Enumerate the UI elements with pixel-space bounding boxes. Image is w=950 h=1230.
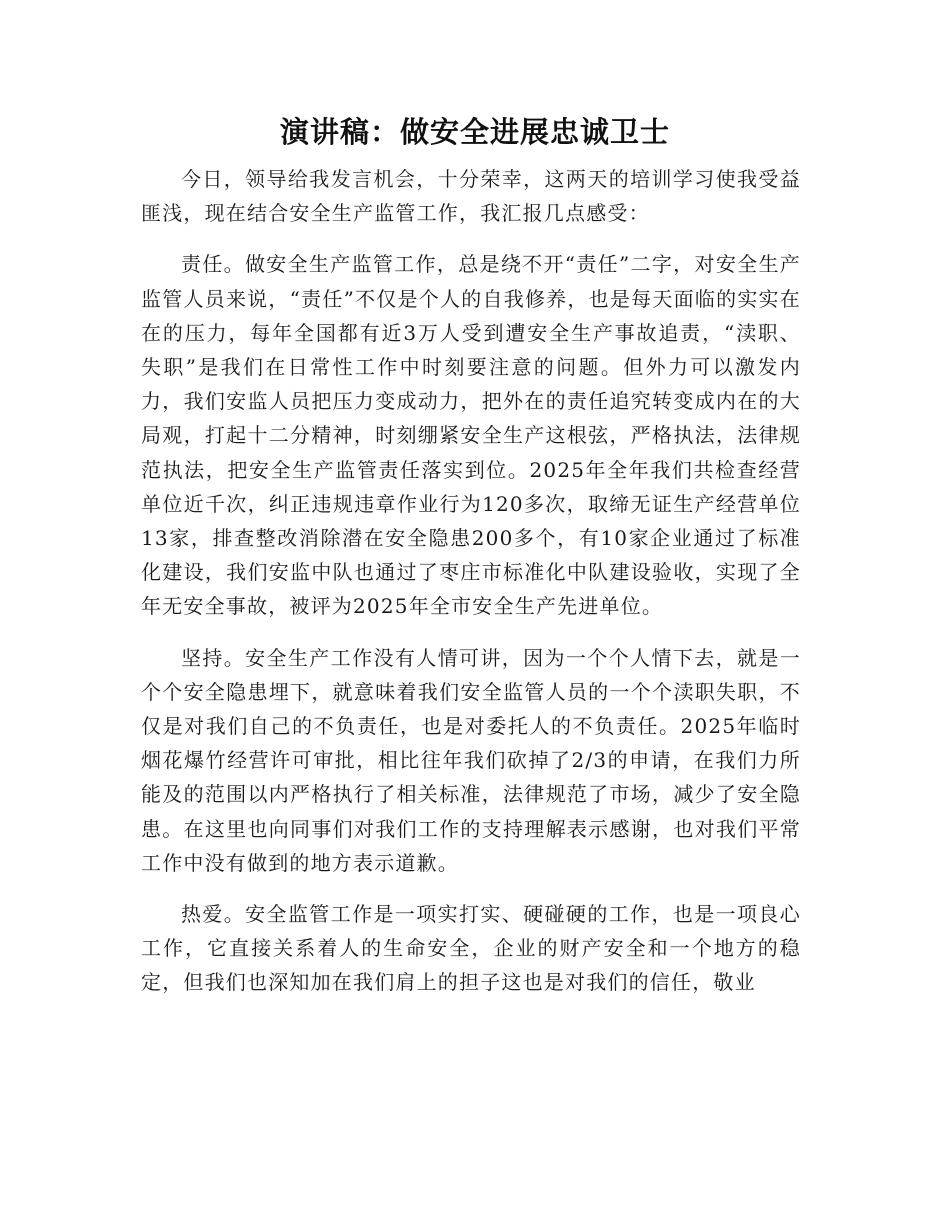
paragraph-persistence: 坚持。安全生产工作没有人情可讲，因为一个个人情下去，就是一个个安全隐患埋下，就意味着我们安全监管人员的一个个渎职失职，不仅是对我们自己的不负责任，也是对委托人的不负责任。2025年临时烟花爆竹经营许可审批，相比往年我们砍掉了2/3的申请，在我们力所能及的范围以内严格执行了相关标准，法律规范了市场，减少了安全隐患。在这里也向同事们对我们工作的支持理解表示感谢，也对我们平常工作中没有做到的地方表示道歉。 (141, 645, 801, 875)
paragraph-passion: 热爱。安全监管工作是一项实打实、硬碰硬的工作，也是一项良心工作，它直接关系着人的生命安全，企业的财产安全和一个地方的稳定，但我们也深知加在我们肩上的担子这也是对我们的信任，敬业 (141, 902, 801, 995)
document-title: 演讲稿：做安全进展忠诚卫士 (279, 115, 670, 149)
document-body (141, 162, 801, 1017)
paragraph-intro: 今日，领导给我发言机会，十分荣幸，这两天的培训学习使我受益匪浅，现在结合安全生产监管工作，我汇报几点感受： (141, 167, 801, 226)
paragraph-responsibility: 责任。做安全生产监管工作，总是绕不开“责任”二字，对安全生产监管人员来说，“责任”不仅是个人的自我修养，也是每天面临的实实在在的压力，每年全国都有近3万人受到遭安全生产事故追责，“渎职、失职”是我们在日常性工作中时刻要注意的问题。但外力可以激发内力，我们安监人员把压力变成动力，把外在的责任追究转变成内在的大局观，打起十二分精神，时刻绷紧安全生产这根弦，严格执法，法律规范执法，把安全生产监管责任落实到位。2025年全年我们共检查经营单位近千次，纠正违规违章作业行为120多次，取缔无证生产经营单位13家，排查整改消除潜在安全隐患200多个，有10家企业通过了标准化建设，我们安监中队也通过了枣庄市标准化中队建设验收，实现了全年无安全事故，被评为2025年全市安全生产先进单位。 (141, 252, 801, 619)
